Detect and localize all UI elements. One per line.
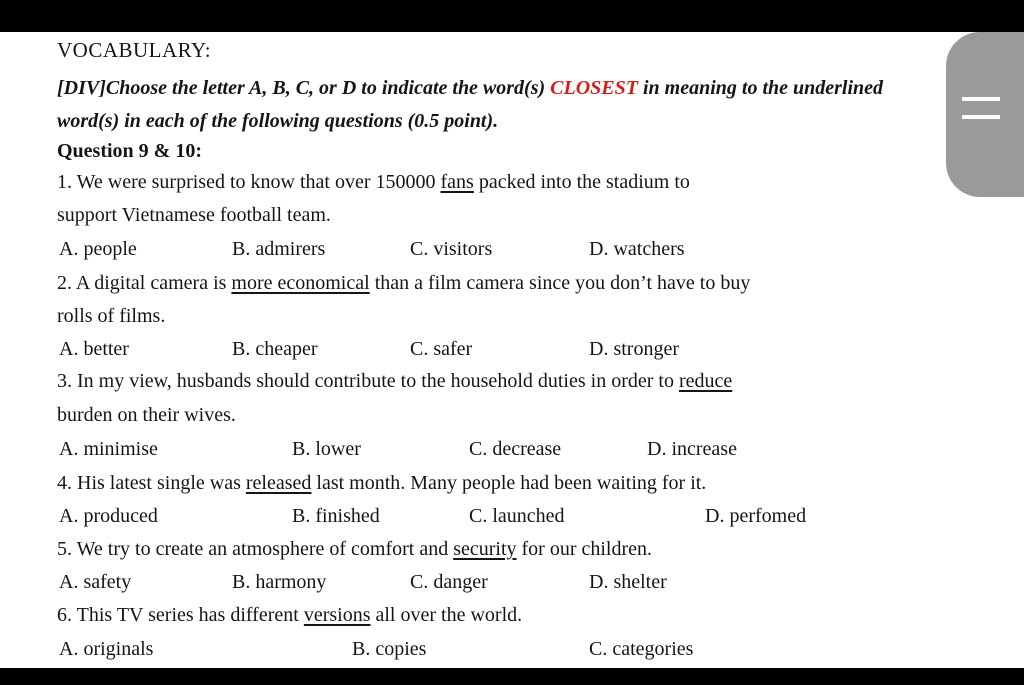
question-5-option-c[interactable]: C. danger (410, 571, 488, 593)
question-6-text-end: all over the world. (370, 604, 523, 626)
question-3-text (57, 370, 732, 393)
question-2-text-start: 2. A digital camera is (57, 272, 232, 294)
question-2-text (57, 272, 750, 295)
question-1-option-d[interactable]: D. watchers (589, 238, 685, 260)
question-2-underlined-word: more economical (231, 272, 370, 294)
section-heading: VOCABULARY: (57, 38, 212, 62)
question-6-text-start: 6. This TV series has different (57, 604, 304, 626)
question-2-text-end: than a film camera since you don’t have to buy (369, 272, 751, 294)
question-6-underlined-word: versions (303, 604, 371, 626)
question-6-text (57, 604, 522, 627)
question-5-option-d[interactable]: D. shelter (589, 571, 667, 593)
instructions (57, 72, 937, 138)
instructions-text-start: [DIV]Choose the letter A, B, C, or D to indicate the word(s) (57, 77, 551, 99)
question-1-underlined-word: fans (440, 171, 474, 193)
question-6-option-a[interactable]: A. originals (59, 638, 154, 660)
menu-icon-bar (962, 115, 1000, 119)
instructions-text-end: in meaning to the underlined word(s) in each of the following questions (0.5 point). (57, 77, 884, 132)
question-4-option-d[interactable]: D. perfomed (705, 505, 807, 527)
question-1-text-end: packed into the stadium to (473, 171, 690, 193)
question-2-option-c[interactable]: C. safer (410, 338, 473, 360)
scroll-handle[interactable] (946, 32, 1024, 197)
question-5-option-b[interactable]: B. harmony (232, 571, 327, 593)
question-3-text-start: 3. In my view, husbands should contribute to the household duties in order to (57, 370, 679, 392)
question-3-option-c[interactable]: C. decrease (469, 438, 562, 460)
question-4-text-start: 4. His latest single was (57, 472, 246, 494)
question-1-option-c[interactable]: C. visitors (410, 238, 493, 260)
question-4-underlined-word: released (245, 472, 312, 494)
question-5-text-end: for our children. (516, 538, 653, 560)
question-6-option-c[interactable]: C. categories (589, 638, 694, 660)
question-4-option-b[interactable]: B. finished (292, 505, 380, 527)
menu-icon-bar (962, 97, 1000, 101)
question-5-underlined-word: security (453, 538, 517, 560)
question-5-text (57, 538, 652, 561)
question-3-option-b[interactable]: B. lower (292, 438, 361, 460)
question-4-text-end: last month. Many people had been waiting for it. (311, 472, 707, 494)
question-1-option-b[interactable]: B. admirers (232, 238, 326, 260)
instructions-highlight: CLOSEST (550, 77, 638, 99)
question-2-option-b[interactable]: B. cheaper (232, 338, 318, 360)
question-2-text-continued: rolls of films. (57, 305, 166, 327)
question-3-option-d[interactable]: D. increase (647, 438, 737, 460)
question-1-text-continued: support Vietnamese football team. (57, 204, 331, 226)
question-4-text (57, 472, 706, 495)
question-group-header: Question 9 & 10: (57, 140, 202, 162)
question-4-option-c[interactable]: C. launched (469, 505, 565, 527)
question-5-text-start: 5. We try to create an atmosphere of comfort and (57, 538, 454, 560)
question-2-option-a[interactable]: A. better (59, 338, 129, 360)
question-3-option-a[interactable]: A. minimise (59, 438, 158, 460)
question-3-underlined-word: reduce (678, 370, 733, 392)
question-5-option-a[interactable]: A. safety (59, 571, 132, 593)
question-2-option-d[interactable]: D. stronger (589, 338, 679, 360)
question-1-option-a[interactable]: A. people (59, 238, 137, 260)
question-1-text (57, 171, 690, 194)
question-1-text-start: 1. We were surprised to know that over 150000 (57, 171, 441, 193)
question-3-text-continued: burden on their wives. (57, 404, 236, 426)
question-6-option-b[interactable]: B. copies (352, 638, 427, 660)
document-page (0, 32, 1024, 668)
question-4-option-a[interactable]: A. produced (59, 505, 158, 527)
